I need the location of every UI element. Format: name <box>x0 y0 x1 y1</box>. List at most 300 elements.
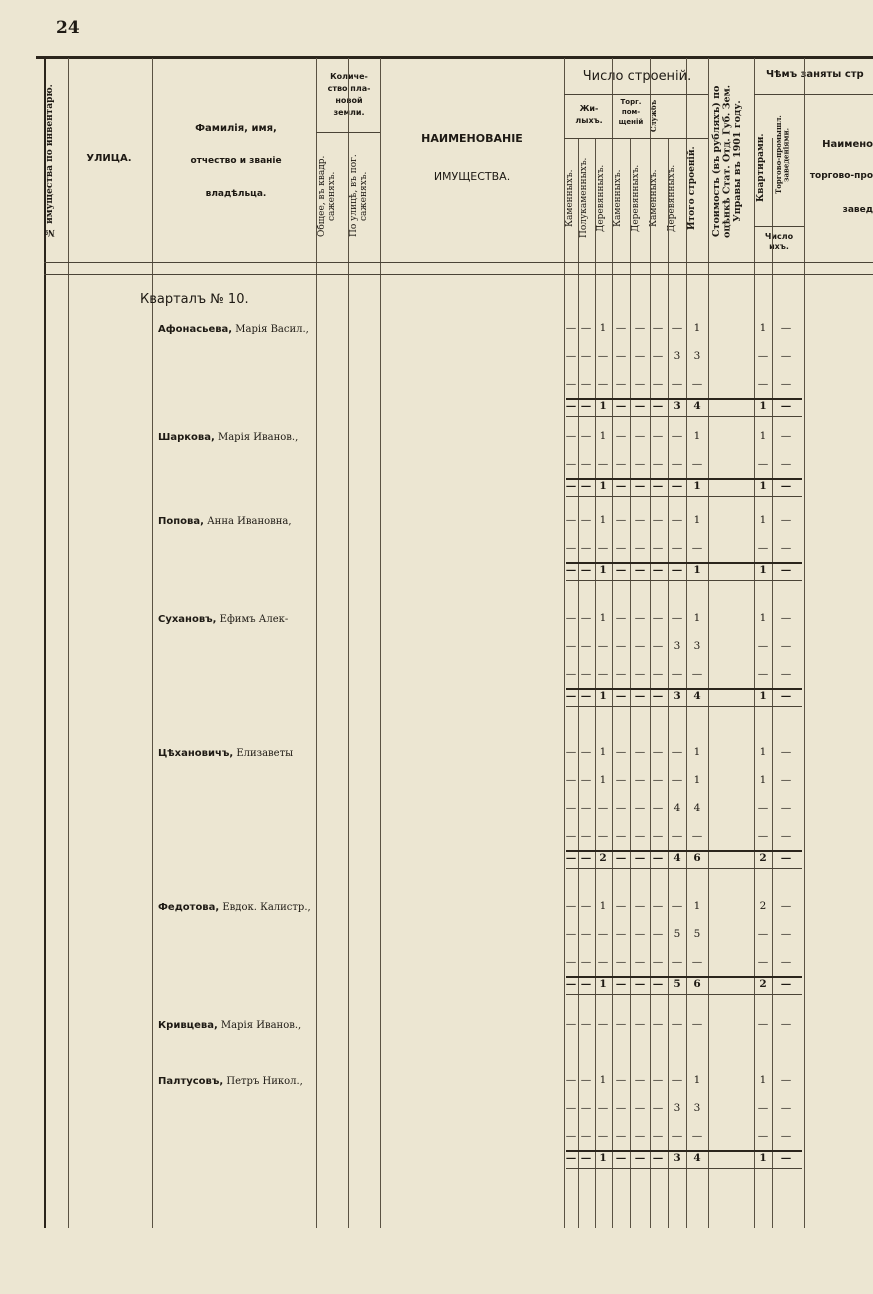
entry-owner <box>158 514 316 528</box>
item-cell-c8: — <box>580 802 592 814</box>
header-land-group-1: Количе- <box>330 72 368 81</box>
total-cell-c17: — <box>780 400 792 412</box>
item-cell-c11: — <box>634 542 646 554</box>
total-cell-c7: — <box>565 978 577 990</box>
item-cell-c9: 1 <box>599 612 607 624</box>
column-divider <box>708 58 709 1228</box>
item-cell-c7: — <box>565 802 577 814</box>
item-cell-c13: 3 <box>673 640 681 652</box>
item-cell-c7: — <box>565 1102 577 1114</box>
total-cell-c12: — <box>652 480 664 492</box>
item-cell-c10: — <box>615 514 627 526</box>
item-cell-c16: 2 <box>759 900 767 912</box>
total-cell-c16: 2 <box>759 852 767 864</box>
column-divider <box>630 138 631 1228</box>
header-divider <box>44 262 873 263</box>
total-cell-c8: — <box>580 400 592 412</box>
total-cell-c9: 1 <box>599 978 607 990</box>
item-cell-c11: — <box>634 1102 646 1114</box>
owner-name: Марія Иванов., <box>217 1020 302 1031</box>
item-cell-c8: — <box>580 900 592 912</box>
header-divider <box>44 274 873 275</box>
item-cell-c13: — <box>671 542 683 554</box>
page-number: 24 <box>56 18 80 38</box>
item-cell-c11: — <box>634 1074 646 1086</box>
total-cell-c14: 4 <box>693 400 701 412</box>
total-cell-c12: — <box>652 852 664 864</box>
total-cell-c10: — <box>615 852 627 864</box>
item-cell-c11: — <box>634 640 646 652</box>
item-cell-c14: 1 <box>693 900 701 912</box>
item-cell-c7: — <box>565 900 577 912</box>
total-cell-c14: 6 <box>693 852 701 864</box>
item-cell-c12: — <box>652 746 664 758</box>
item-cell-c17: — <box>780 1074 792 1086</box>
item-cell-c16: — <box>757 928 769 940</box>
item-cell-c8: — <box>580 350 592 362</box>
item-cell-c12: — <box>652 1018 664 1030</box>
header-service: Службъ <box>649 99 658 133</box>
header-c10: Каменныхъ. <box>613 169 623 227</box>
total-cell-c8: — <box>580 564 592 576</box>
item-cell-c12: — <box>652 542 664 554</box>
item-cell-c11: — <box>634 350 646 362</box>
item-cell-c14: 1 <box>693 774 701 786</box>
total-rule-bottom <box>566 1168 802 1169</box>
item-cell-c7: — <box>565 746 577 758</box>
item-cell-c14: — <box>691 458 703 470</box>
item-cell-c13: — <box>671 830 683 842</box>
item-cell-c14: 1 <box>693 612 701 624</box>
total-cell-c14: 4 <box>693 690 701 702</box>
column-divider <box>595 138 596 1228</box>
header-c18-line2: торгово-про <box>809 171 873 181</box>
item-cell-c7: — <box>565 928 577 940</box>
total-cell-c13: 4 <box>673 852 681 864</box>
item-cell-c17: — <box>780 746 792 758</box>
total-cell-c12: — <box>652 690 664 702</box>
item-cell-c12: — <box>652 322 664 334</box>
item-cell-c12: — <box>652 774 664 786</box>
item-cell-c12: — <box>652 350 664 362</box>
item-cell-c10: — <box>615 640 627 652</box>
item-cell-c14: 1 <box>693 1074 701 1086</box>
item-cell-c7: — <box>565 458 577 470</box>
header-trade-1: Торг. <box>620 98 642 106</box>
item-cell-c14: 1 <box>693 514 701 526</box>
item-cell-c12: — <box>652 830 664 842</box>
total-cell-c14: 1 <box>693 564 701 576</box>
header-divider <box>564 138 708 139</box>
header-c7: Каменныхъ. <box>565 169 575 227</box>
item-cell-c9: — <box>597 1018 609 1030</box>
item-cell-c8: — <box>580 1018 592 1030</box>
item-cell-c9: — <box>597 350 609 362</box>
item-cell-c11: — <box>634 1130 646 1142</box>
item-cell-c12: — <box>652 430 664 442</box>
item-cell-c12: — <box>652 640 664 652</box>
item-cell-c8: — <box>580 830 592 842</box>
total-cell-c13: 3 <box>673 1152 681 1164</box>
item-cell-c8: — <box>580 322 592 334</box>
entry-owner <box>158 1074 316 1088</box>
item-cell-c13: — <box>671 900 683 912</box>
total-cell-c11: — <box>634 564 646 576</box>
header-divider <box>754 94 873 95</box>
item-cell-c17: — <box>780 956 792 968</box>
header-c9: Деревянныхъ. <box>596 164 606 232</box>
item-cell-c13: — <box>671 1018 683 1030</box>
item-cell-c17: — <box>780 928 792 940</box>
owner-name: Евдок. Калистр., <box>219 902 311 913</box>
item-cell-c10: — <box>615 542 627 554</box>
total-rule-bottom <box>566 706 802 707</box>
total-cell-c16: 1 <box>759 480 767 492</box>
item-cell-c12: — <box>652 1130 664 1142</box>
owner-name: Анна Ивановна, <box>203 516 292 527</box>
total-cell-c17: — <box>780 480 792 492</box>
quarter-title: Кварталъ № 10. <box>140 292 249 307</box>
header-property-line1: НАИМЕНОВАНІЕ <box>421 132 523 145</box>
total-cell-c8: — <box>580 690 592 702</box>
item-cell-c11: — <box>634 928 646 940</box>
item-cell-c9: — <box>597 1130 609 1142</box>
total-cell-c7: — <box>565 564 577 576</box>
item-cell-c9: — <box>597 956 609 968</box>
entry-owner <box>158 1018 316 1032</box>
header-trade-2: пом- <box>621 108 641 116</box>
item-cell-c10: — <box>615 802 627 814</box>
item-cell-c12: — <box>652 956 664 968</box>
total-rule-bottom <box>566 416 802 417</box>
item-cell-c16: — <box>757 802 769 814</box>
header-c8: Полукаменныхъ. <box>579 157 589 239</box>
total-cell-c12: — <box>652 978 664 990</box>
item-cell-c10: — <box>615 322 627 334</box>
item-cell-c10: — <box>615 350 627 362</box>
item-cell-c12: — <box>652 668 664 680</box>
header-street: УЛИЦА. <box>86 153 132 164</box>
total-cell-c13: — <box>671 564 683 576</box>
item-cell-c17: — <box>780 322 792 334</box>
item-cell-c13: — <box>671 746 683 758</box>
item-cell-c11: — <box>634 612 646 624</box>
header-land-group-4: земли. <box>333 108 365 117</box>
item-cell-c17: — <box>780 900 792 912</box>
item-cell-c7: — <box>565 640 577 652</box>
owner-name: Ефимъ Алек- <box>216 614 289 625</box>
total-cell-c10: — <box>615 978 627 990</box>
item-cell-c8: — <box>580 612 592 624</box>
header-area-street: По улицѣ, въ пог. саженяхъ. <box>349 154 369 238</box>
item-cell-c7: — <box>565 514 577 526</box>
item-cell-c11: — <box>634 900 646 912</box>
total-cell-c11: — <box>634 400 646 412</box>
header-divider <box>316 132 380 133</box>
entry-owner <box>158 746 316 760</box>
item-cell-c13: — <box>671 430 683 442</box>
total-cell-c17: — <box>780 690 792 702</box>
header-divider <box>564 94 708 95</box>
header-c17-count-2: ихъ. <box>769 242 789 251</box>
item-cell-c11: — <box>634 458 646 470</box>
item-cell-c8: — <box>580 640 592 652</box>
item-cell-c16: 1 <box>759 322 767 334</box>
item-cell-c10: — <box>615 1102 627 1114</box>
total-cell-c8: — <box>580 978 592 990</box>
item-cell-c16: — <box>757 542 769 554</box>
total-cell-c7: — <box>565 1152 577 1164</box>
item-cell-c10: — <box>615 1018 627 1030</box>
item-cell-c14: 1 <box>693 746 701 758</box>
total-cell-c9: 1 <box>599 1152 607 1164</box>
item-cell-c8: — <box>580 746 592 758</box>
header-owner-line3: владѣльца. <box>205 189 267 199</box>
header-land-group-2: ство пла- <box>327 84 371 93</box>
owner-surname: Федотова, <box>158 902 220 913</box>
item-cell-c14: — <box>691 1018 703 1030</box>
entry-owner <box>158 430 316 444</box>
item-cell-c16: — <box>757 1130 769 1142</box>
item-cell-c14: 3 <box>693 640 701 652</box>
total-cell-c12: — <box>652 1152 664 1164</box>
header-c15: Стоимость (въ рубляхъ) по оцѣнкѣ Стат. Отд. Губ. Зем. Управы въ 1901 году. <box>711 84 743 238</box>
item-cell-c8: — <box>580 514 592 526</box>
item-cell-c11: — <box>634 830 646 842</box>
item-cell-c9: — <box>597 928 609 940</box>
item-cell-c9: 1 <box>599 430 607 442</box>
item-cell-c7: — <box>565 612 577 624</box>
header-owner-line2: отчество и званіе <box>190 156 282 166</box>
item-cell-c14: 5 <box>693 928 701 940</box>
header-c14: Итого строеній. <box>687 146 697 230</box>
item-cell-c10: — <box>615 668 627 680</box>
item-cell-c11: — <box>634 956 646 968</box>
item-cell-c10: — <box>615 1074 627 1086</box>
item-cell-c12: — <box>652 900 664 912</box>
total-cell-c10: — <box>615 480 627 492</box>
total-cell-c8: — <box>580 480 592 492</box>
total-cell-c17: — <box>780 1152 792 1164</box>
item-cell-c10: — <box>615 830 627 842</box>
column-divider <box>686 58 687 1228</box>
item-cell-c12: — <box>652 928 664 940</box>
column-divider <box>668 138 669 1228</box>
item-cell-c7: — <box>565 430 577 442</box>
owner-surname: Цѣхановичъ, <box>158 748 234 759</box>
header-inventory-number: № имущества по инвентарю. <box>45 84 55 238</box>
total-cell-c7: — <box>565 480 577 492</box>
item-cell-c11: — <box>634 746 646 758</box>
item-cell-c9: — <box>597 640 609 652</box>
item-cell-c14: 1 <box>693 430 701 442</box>
header-c17: Торгово-промышл. заведеніями. <box>774 115 791 195</box>
column-divider <box>316 58 317 1228</box>
total-cell-c16: 1 <box>759 1152 767 1164</box>
owner-surname: Кривцева, <box>158 1020 218 1031</box>
item-cell-c17: — <box>780 640 792 652</box>
item-cell-c14: 3 <box>693 1102 701 1114</box>
owner-name: Марія Иванов., <box>214 432 299 443</box>
item-cell-c12: — <box>652 612 664 624</box>
table-top-border <box>36 56 873 59</box>
item-cell-c14: — <box>691 542 703 554</box>
item-cell-c13: — <box>671 322 683 334</box>
total-cell-c10: — <box>615 690 627 702</box>
total-rule-bottom <box>566 580 802 581</box>
total-cell-c12: — <box>652 400 664 412</box>
item-cell-c8: — <box>580 774 592 786</box>
item-cell-c17: — <box>780 802 792 814</box>
total-cell-c14: 6 <box>693 978 701 990</box>
item-cell-c8: — <box>580 1130 592 1142</box>
item-cell-c17: — <box>780 830 792 842</box>
column-divider <box>68 58 69 1228</box>
total-cell-c9: 1 <box>599 400 607 412</box>
item-cell-c11: — <box>634 774 646 786</box>
item-cell-c14: — <box>691 378 703 390</box>
total-cell-c13: 3 <box>673 690 681 702</box>
item-cell-c16: — <box>757 1102 769 1114</box>
item-cell-c10: — <box>615 458 627 470</box>
total-cell-c14: 1 <box>693 480 701 492</box>
item-cell-c7: — <box>565 350 577 362</box>
owner-name: Елизаветы <box>233 748 294 759</box>
item-cell-c14: — <box>691 668 703 680</box>
item-cell-c7: — <box>565 830 577 842</box>
item-cell-c10: — <box>615 430 627 442</box>
header-occupied-group: Чѣмъ заняты стр <box>766 69 864 80</box>
total-cell-c10: — <box>615 564 627 576</box>
item-cell-c9: — <box>597 1102 609 1114</box>
entry-owner <box>158 612 316 626</box>
total-cell-c17: — <box>780 978 792 990</box>
total-cell-c16: 2 <box>759 978 767 990</box>
item-cell-c10: — <box>615 378 627 390</box>
total-rule-bottom <box>566 868 802 869</box>
item-cell-c9: 1 <box>599 900 607 912</box>
item-cell-c14: — <box>691 830 703 842</box>
total-cell-c10: — <box>615 1152 627 1164</box>
item-cell-c14: 1 <box>693 322 701 334</box>
header-c13: Деревянныхъ. <box>667 164 677 232</box>
item-cell-c14: 3 <box>693 350 701 362</box>
header-property-line2: ИМУЩЕСТВА. <box>433 170 511 183</box>
total-cell-c13: 3 <box>673 400 681 412</box>
item-cell-c9: 1 <box>599 514 607 526</box>
item-cell-c17: — <box>780 430 792 442</box>
item-cell-c16: 1 <box>759 612 767 624</box>
total-cell-c16: 1 <box>759 690 767 702</box>
item-cell-c12: — <box>652 1074 664 1086</box>
header-trade-3: щеній <box>618 118 644 126</box>
total-cell-c12: — <box>652 564 664 576</box>
item-cell-c14: 4 <box>693 802 701 814</box>
item-cell-c16: — <box>757 640 769 652</box>
total-cell-c14: 4 <box>693 1152 701 1164</box>
owner-surname: Шаркова, <box>158 432 215 443</box>
item-cell-c10: — <box>615 1130 627 1142</box>
item-cell-c7: — <box>565 322 577 334</box>
item-cell-c8: — <box>580 1102 592 1114</box>
total-cell-c8: — <box>580 1152 592 1164</box>
item-cell-c13: 5 <box>673 928 681 940</box>
total-cell-c16: 1 <box>759 400 767 412</box>
item-cell-c16: — <box>757 830 769 842</box>
item-cell-c12: — <box>652 514 664 526</box>
item-cell-c14: — <box>691 956 703 968</box>
item-cell-c11: — <box>634 430 646 442</box>
column-divider <box>772 138 773 1228</box>
item-cell-c9: — <box>597 668 609 680</box>
entry-owner <box>158 322 316 336</box>
item-cell-c16: — <box>757 668 769 680</box>
item-cell-c12: — <box>652 802 664 814</box>
owner-surname: Палтусовъ, <box>158 1076 224 1087</box>
owner-surname: Афонасьева, <box>158 324 233 335</box>
item-cell-c8: — <box>580 542 592 554</box>
item-cell-c12: — <box>652 458 664 470</box>
total-cell-c8: — <box>580 852 592 864</box>
total-cell-c11: — <box>634 480 646 492</box>
total-cell-c11: — <box>634 852 646 864</box>
item-cell-c9: 1 <box>599 1074 607 1086</box>
item-cell-c17: — <box>780 378 792 390</box>
item-cell-c13: — <box>671 668 683 680</box>
item-cell-c13: — <box>671 514 683 526</box>
total-cell-c9: 1 <box>599 564 607 576</box>
item-cell-c17: — <box>780 612 792 624</box>
item-cell-c9: — <box>597 830 609 842</box>
item-cell-c13: — <box>671 612 683 624</box>
item-cell-c8: — <box>580 668 592 680</box>
header-c11: Деревянныхъ. <box>631 164 641 232</box>
column-divider <box>152 58 153 1228</box>
item-cell-c8: — <box>580 928 592 940</box>
item-cell-c17: — <box>780 514 792 526</box>
total-rule-bottom <box>566 496 802 497</box>
item-cell-c13: — <box>671 378 683 390</box>
item-cell-c13: — <box>671 1130 683 1142</box>
item-cell-c13: 3 <box>673 1102 681 1114</box>
item-cell-c16: 1 <box>759 774 767 786</box>
item-cell-c9: 1 <box>599 746 607 758</box>
item-cell-c7: — <box>565 956 577 968</box>
header-owner-line1: Фамилія, имя, <box>195 123 277 134</box>
total-cell-c17: — <box>780 564 792 576</box>
item-cell-c17: — <box>780 350 792 362</box>
item-cell-c7: — <box>565 542 577 554</box>
header-c17-count-1: Число <box>764 232 794 241</box>
item-cell-c10: — <box>615 774 627 786</box>
total-cell-c7: — <box>565 400 577 412</box>
column-divider <box>578 138 579 1228</box>
item-cell-c13: 3 <box>673 350 681 362</box>
item-cell-c14: — <box>691 1130 703 1142</box>
column-divider <box>380 58 381 1228</box>
header-land-group-3: новой <box>335 96 363 105</box>
item-cell-c17: — <box>780 774 792 786</box>
item-cell-c16: — <box>757 350 769 362</box>
item-cell-c10: — <box>615 956 627 968</box>
owner-name: Марія Васил., <box>232 324 309 335</box>
item-cell-c10: — <box>615 928 627 940</box>
column-divider <box>348 58 349 1228</box>
total-cell-c7: — <box>565 690 577 702</box>
total-cell-c7: — <box>565 852 577 864</box>
header-c12: Каменныхъ. <box>649 169 659 227</box>
item-cell-c7: — <box>565 1130 577 1142</box>
